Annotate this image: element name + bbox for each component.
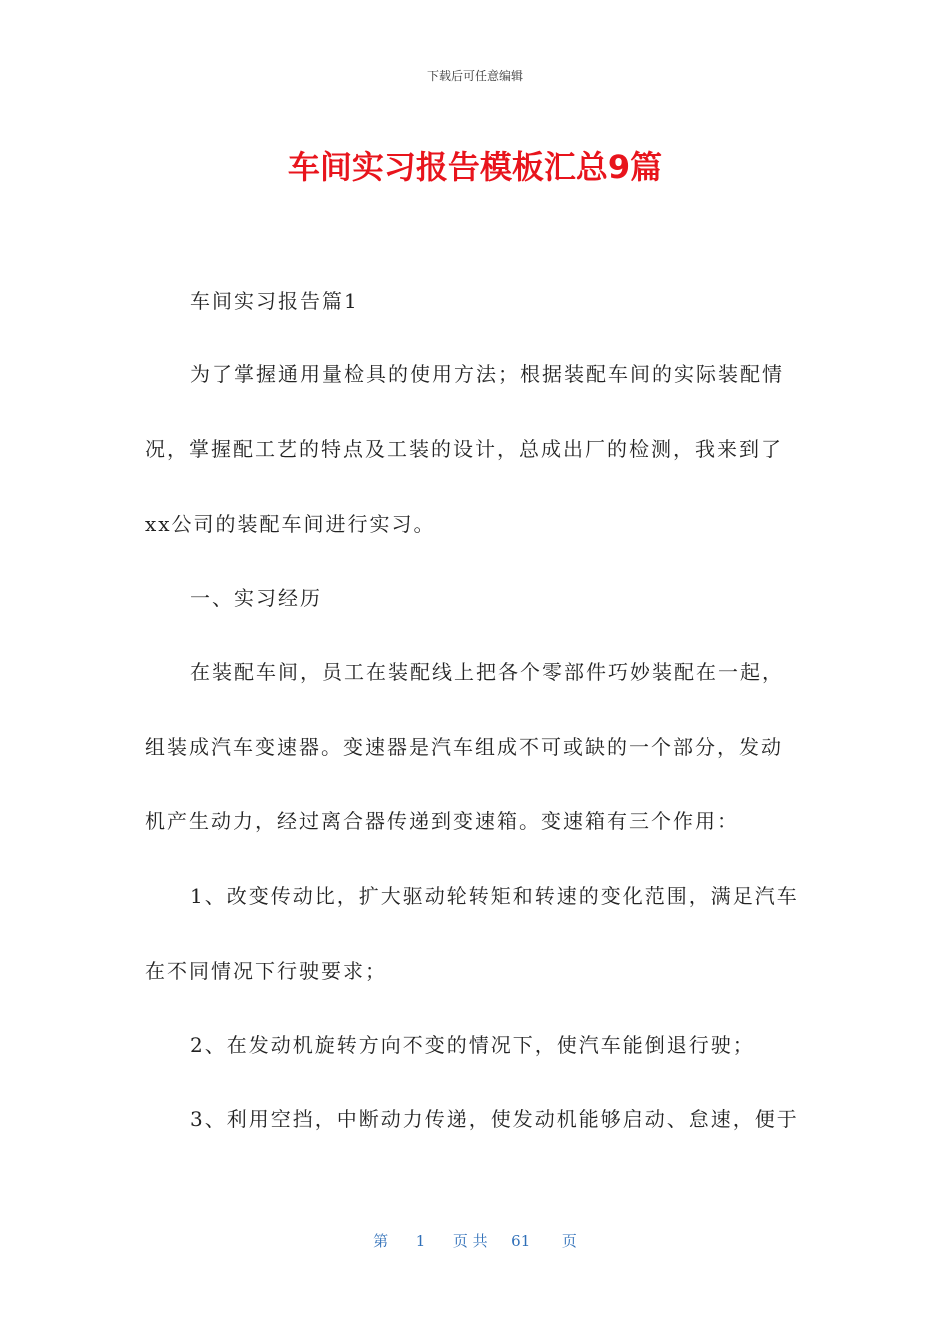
section-heading-report-1: 车间实习报告篇1 [190,289,359,313]
header-note: 下载后可任意编辑 [426,69,523,83]
paragraph-line: 在装配车间，员工在装配线上把各个零部件巧妙装配在一起， [190,660,784,684]
document-title: 车间实习报告模板汇总9篇 [287,148,663,186]
footer-total-pages: 61 [511,1232,531,1250]
list-item-line: 1、改变传动比，扩大驱动轮转矩和转速的变化范围，满足汽车 [190,884,799,908]
paragraph-line: 况，掌握配工艺的特点及工装的设计，总成出厂的检测，我来到了 [145,437,783,461]
footer-prefix: 第 [373,1232,389,1250]
footer-suffix: 页 [561,1232,577,1250]
paragraph-line: 机产生动力，经过离合器传递到变速箱。变速箱有三个作用： [145,809,739,833]
list-item-line: 在不同情况下行驶要求； [145,959,387,983]
footer-middle: 页 共 [452,1232,488,1250]
list-item-line: 2、在发动机旋转方向不变的情况下，使汽车能倒退行驶； [190,1033,755,1057]
page-footer [0,1230,950,1251]
section-heading-experience: 一、实习经历 [190,586,322,610]
footer-current-page: 1 [415,1232,426,1250]
paragraph-line: xx公司的装配车间进行实习。 [145,512,436,536]
paragraph-line: 组装成汽车变速器。变速器是汽车组成不可或缺的一个部分，发动 [145,735,783,759]
list-item-line: 3、利用空挡，中断动力传递，使发动机能够启动、怠速，便于 [190,1107,799,1131]
paragraph-line: 为了掌握通用量检具的使用方法；根据装配车间的实际装配情 [190,362,784,386]
